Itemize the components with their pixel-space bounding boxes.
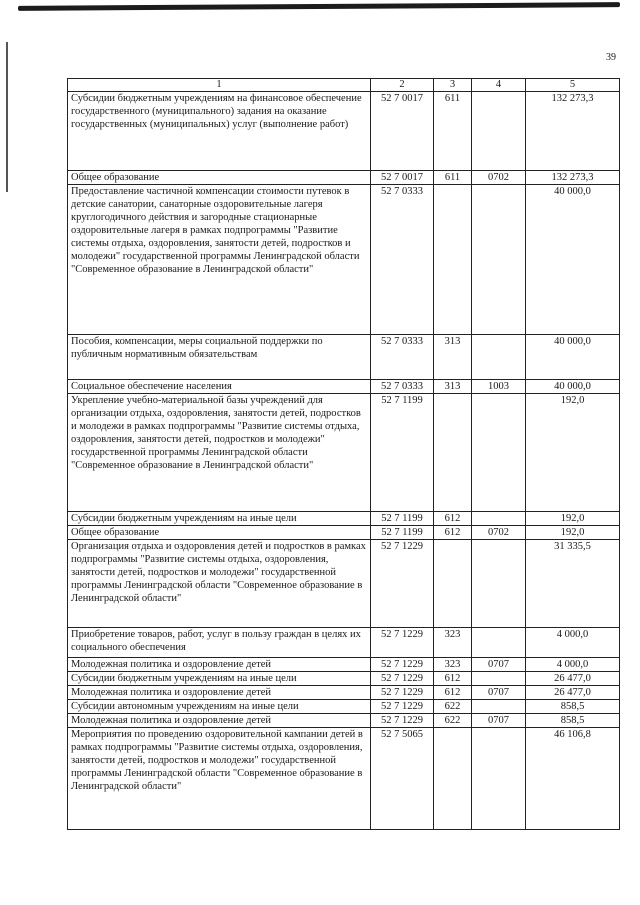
row-section: 0702: [472, 526, 526, 540]
header-col-5: 5: [526, 79, 620, 92]
row-code: 52 7 0333: [371, 185, 434, 335]
row-amount: 31 335,5: [526, 540, 620, 628]
row-type: 612: [434, 512, 472, 526]
row-type: 612: [434, 526, 472, 540]
row-type: 313: [434, 380, 472, 394]
row-section: [472, 728, 526, 830]
row-type: 622: [434, 700, 472, 714]
table-row: [68, 540, 620, 628]
row-name: Субсидии бюджетным учреждениям на иные цели: [68, 672, 371, 686]
table-row: [68, 628, 620, 658]
table-row: [68, 92, 620, 171]
row-type: [434, 185, 472, 335]
row-amount: 46 106,8: [526, 728, 620, 830]
row-section: [472, 628, 526, 658]
row-type: 323: [434, 628, 472, 658]
table-row: [68, 714, 620, 728]
row-code: 52 7 1229: [371, 714, 434, 728]
row-section: 1003: [472, 380, 526, 394]
table-row: [68, 728, 620, 830]
row-amount: 132 273,3: [526, 92, 620, 171]
row-section: 0707: [472, 714, 526, 728]
table-header-row: [68, 79, 620, 92]
table-row: [68, 526, 620, 540]
row-code: 52 7 5065: [371, 728, 434, 830]
row-section: 0707: [472, 686, 526, 700]
row-code: 52 7 1229: [371, 658, 434, 672]
scan-left-mark: [6, 42, 8, 192]
table-row: [68, 686, 620, 700]
row-amount: 192,0: [526, 394, 620, 512]
row-type: 611: [434, 171, 472, 185]
table-row: [68, 171, 620, 185]
row-amount: 40 000,0: [526, 185, 620, 335]
row-name: Общее образование: [68, 171, 371, 185]
row-amount: 192,0: [526, 512, 620, 526]
row-name: Мероприятия по проведению оздоровительной кампании детей в рамках подпрограммы "Развитие системы отдыха, оздоровления, занятости детей, подростков и молодежи" государственной программы Ленинградской области "Современное образование в Ленинградской области": [68, 728, 371, 830]
row-amount: 132 273,3: [526, 171, 620, 185]
row-section: 0707: [472, 658, 526, 672]
row-code: 52 7 1229: [371, 540, 434, 628]
table-row: [68, 700, 620, 714]
row-name: Молодежная политика и оздоровление детей: [68, 658, 371, 672]
row-name: Укрепление учебно-материальной базы учреждений для организации отдыха, оздоровления, занятости детей, подростков и молодежи в рамках подпрограммы "Развитие системы отдыха, оздоровления, занятости детей, подростков и молодежи" государственной программы Ленинградской области "Современное образование в Ленинградской области": [68, 394, 371, 512]
table-row: [68, 335, 620, 380]
header-col-1: 1: [68, 79, 371, 92]
row-amount: 4 000,0: [526, 658, 620, 672]
page-number: 39: [606, 52, 616, 63]
table-row: [68, 512, 620, 526]
row-code: 52 7 1229: [371, 700, 434, 714]
row-type: 323: [434, 658, 472, 672]
table-row: [68, 380, 620, 394]
row-code: 52 7 0017: [371, 171, 434, 185]
row-name: Предоставление частичной компенсации стоимости путевок в детские санатории, санаторные оздоровительные лагеря круглогодичного действия и загородные стационарные оздоровительные лагеря в рамках подпрограммы "Развитие системы отдыха, оздоровления, занятости детей, подростков и молодежи" государственной программы Ленинградской области "Современное образование в Ленинградской области": [68, 185, 371, 335]
row-section: [472, 185, 526, 335]
row-name: Субсидии бюджетным учреждениям на финансовое обеспечение государственного (муниципального) задания на оказание государственных (муниципальных) услуг (выполнение работ): [68, 92, 371, 171]
row-type: 313: [434, 335, 472, 380]
header-col-3: 3: [434, 79, 472, 92]
row-name: Молодежная политика и оздоровление детей: [68, 714, 371, 728]
header-col-4: 4: [472, 79, 526, 92]
table-row: [68, 658, 620, 672]
table-row: [68, 185, 620, 335]
row-name: Организация отдыха и оздоровления детей и подростков в рамках подпрограммы "Развитие системы отдыха, оздоровления, занятости детей, подростков и молодежи" государственной программы Ленинградской области "Современное образование в Ленинградской области": [68, 540, 371, 628]
row-name: Приобретение товаров, работ, услуг в пользу граждан в целях их социального обеспечения: [68, 628, 371, 658]
row-code: 52 7 0333: [371, 335, 434, 380]
row-type: 611: [434, 92, 472, 171]
row-amount: 26 477,0: [526, 686, 620, 700]
row-code: 52 7 0333: [371, 380, 434, 394]
scan-top-border: [18, 2, 620, 11]
row-type: [434, 540, 472, 628]
row-amount: 40 000,0: [526, 335, 620, 380]
row-type: 612: [434, 672, 472, 686]
row-code: 52 7 1199: [371, 512, 434, 526]
row-code: 52 7 1199: [371, 394, 434, 512]
row-section: [472, 335, 526, 380]
row-amount: 192,0: [526, 526, 620, 540]
row-section: [472, 700, 526, 714]
row-code: 52 7 1229: [371, 686, 434, 700]
row-section: [472, 92, 526, 171]
header-col-2: 2: [371, 79, 434, 92]
row-section: 0702: [472, 171, 526, 185]
row-name: Социальное обеспечение населения: [68, 380, 371, 394]
row-code: 52 7 1229: [371, 628, 434, 658]
row-amount: 26 477,0: [526, 672, 620, 686]
row-section: [472, 540, 526, 628]
row-type: [434, 394, 472, 512]
row-name: Субсидии автономным учреждениям на иные цели: [68, 700, 371, 714]
row-section: [472, 672, 526, 686]
row-name: Молодежная политика и оздоровление детей: [68, 686, 371, 700]
budget-table: [67, 78, 620, 830]
row-name: Субсидии бюджетным учреждениям на иные цели: [68, 512, 371, 526]
row-type: 612: [434, 686, 472, 700]
row-section: [472, 512, 526, 526]
row-amount: 4 000,0: [526, 628, 620, 658]
row-amount: 858,5: [526, 714, 620, 728]
row-type: 622: [434, 714, 472, 728]
table-row: [68, 394, 620, 512]
row-name: Пособия, компенсации, меры социальной поддержки по публичным нормативным обязательствам: [68, 335, 371, 380]
row-amount: 40 000,0: [526, 380, 620, 394]
table-row: [68, 672, 620, 686]
row-code: 52 7 1229: [371, 672, 434, 686]
row-code: 52 7 1199: [371, 526, 434, 540]
row-section: [472, 394, 526, 512]
row-type: [434, 728, 472, 830]
row-code: 52 7 0017: [371, 92, 434, 171]
row-amount: 858,5: [526, 700, 620, 714]
row-name: Общее образование: [68, 526, 371, 540]
